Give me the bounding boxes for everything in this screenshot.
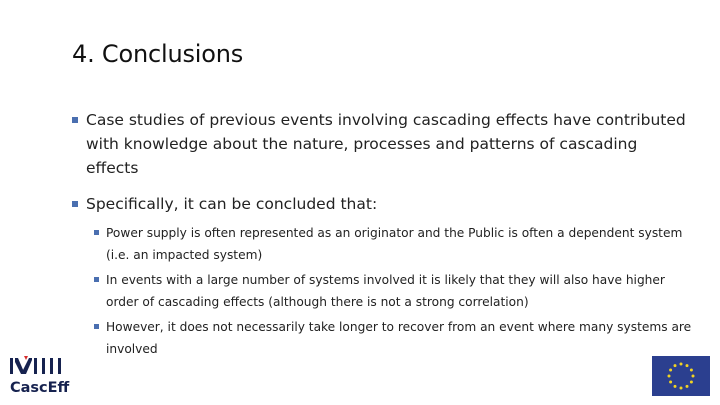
sub-bullet-item <box>94 222 692 266</box>
sub-bullet-list <box>86 222 692 360</box>
eu-flag <box>652 356 710 396</box>
bullet-list <box>72 108 692 360</box>
sub-bullet-text: However, it does not necessarily take longer to recover from an event where many systems are involved <box>106 320 692 356</box>
slide-content <box>72 108 692 372</box>
casceff-logo <box>8 352 72 400</box>
sub-bullet-item <box>94 269 692 313</box>
svg-text:CascEff: CascEff <box>10 380 70 396</box>
bullet-text: Specifically, it can be concluded that: <box>86 195 378 213</box>
bullet-item <box>72 108 692 180</box>
sub-bullet-text: Power supply is often represented as an originator and the Public is often a dependent system (i.e. an impacted system) <box>106 226 683 262</box>
sub-bullet-text: In events with a large number of systems involved it is likely that they will also have higher order of cascading effects (although there is not a strong correlation) <box>106 273 665 309</box>
sub-bullet-item <box>94 316 692 360</box>
bullet-item <box>72 192 692 360</box>
slide-title: 4. Conclusions <box>72 40 244 68</box>
bullet-text: Case studies of previous events involving cascading effects have contributed with knowledge about the nature, processes and patterns of cascading effects <box>86 111 686 177</box>
